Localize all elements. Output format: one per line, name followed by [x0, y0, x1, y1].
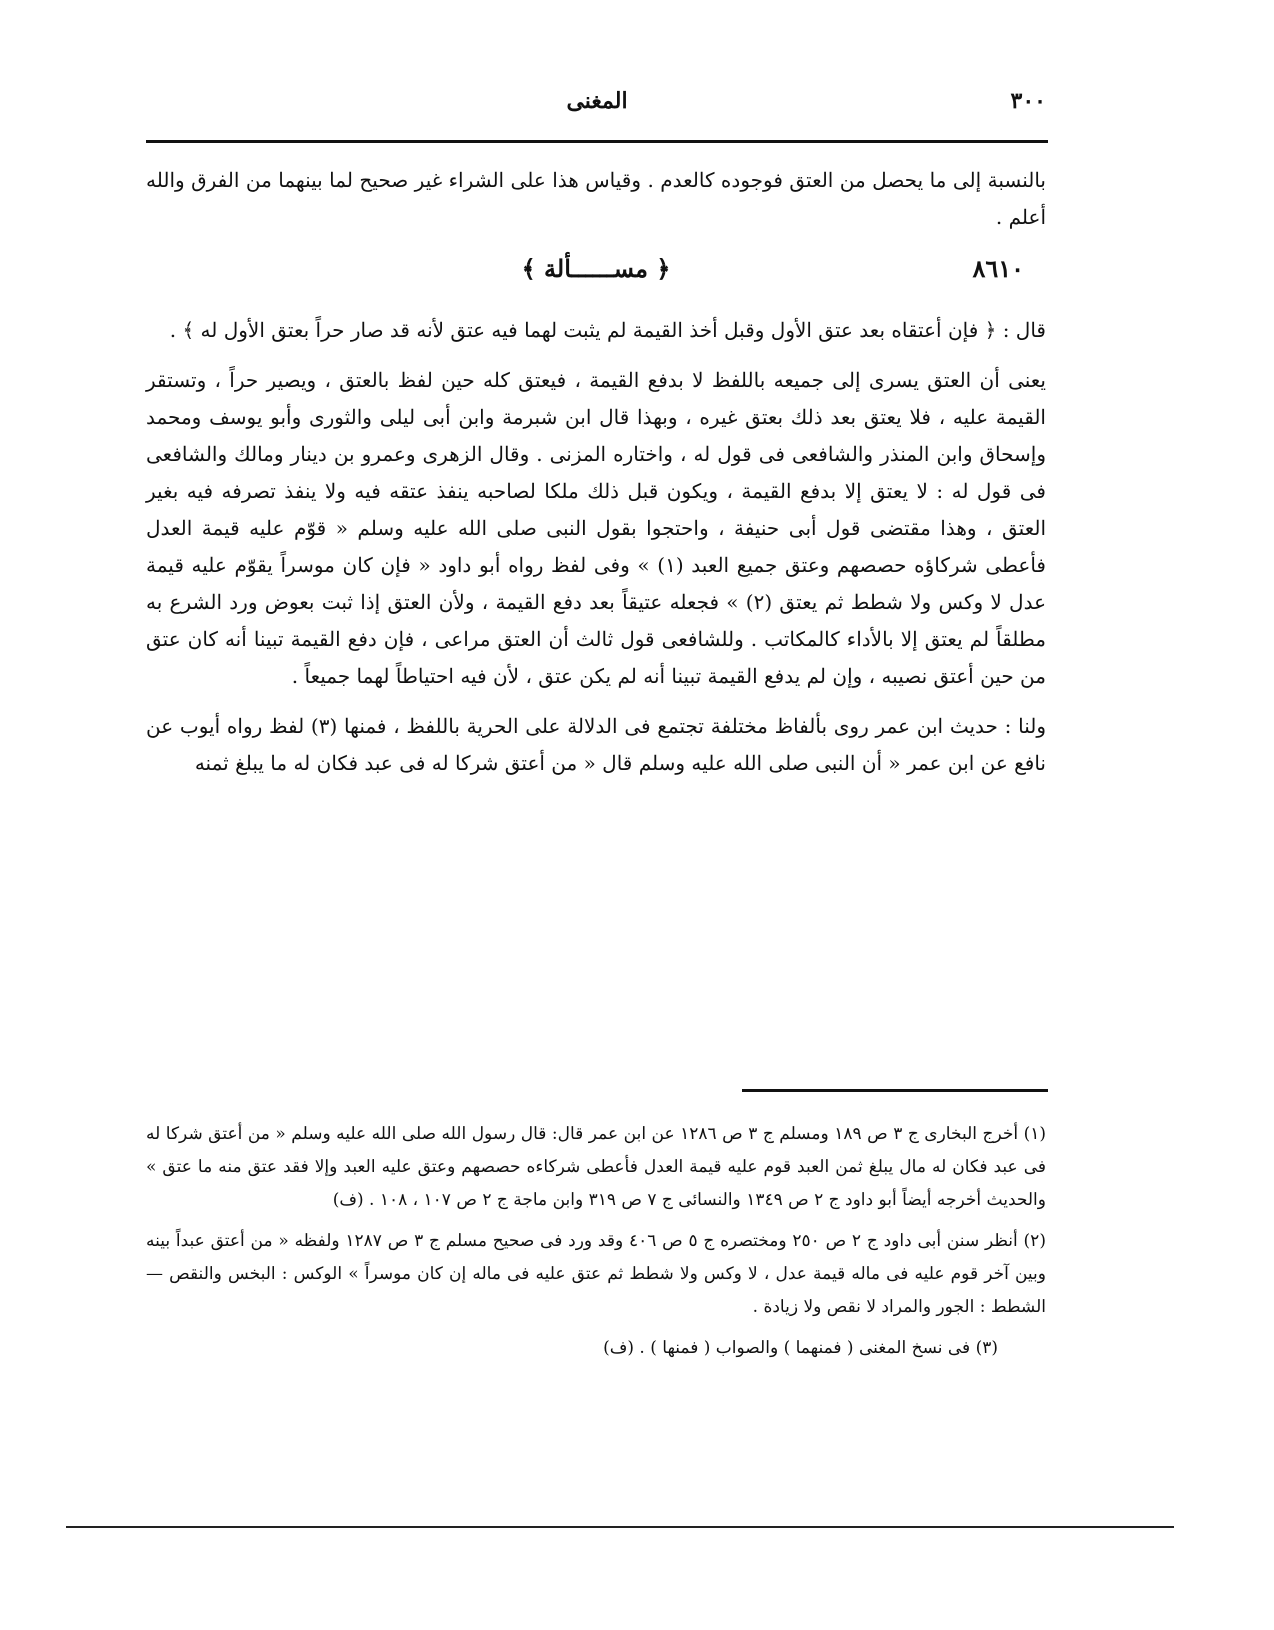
paragraph-3: يعنى أن العتق يسرى إلى جميعه باللفظ لا بدفع القيمة ، فيعتق كله حين لفظ بالعتق ، ويصير حراً ، وتستقر القيمة عليه ، فلا يعتق بعد ذلك بعتق غيره ، وبهذا قال ابن شبرمة وابن أبى ليلى والثورى وأبو يوسف ومحمد وإسحاق وابن المنذر والشافعى فى قول له ، واختاره المزنى . وقال الزهرى وعمرو بن دينار ومالك والشافعى فى قول له : لا يعتق إلا بدفع القيمة ، ويكون قبل ذلك ملكا لصاحبه ينفذ عتقه فيه ولا ينفذ تصرفه فيه بغير العتق ، وهذا مقتضى قول أبى حنيفة ، واحتجوا بقول النبى صلى الله عليه وسلم « قوّم عليه قيمة العدل فأعطى شركاؤه حصصهم وعتق جميع العبد (١) » وفى لفظ رواه أبو داود « فإن كان موسراً يقوّم عليه قيمة عدل لا وكس ولا شطط ثم يعتق (٢) » فجعله عتيقاً بعد دفع القيمة ، ولأن العتق إذا ثبت بعوض ورد الشرع به مطلقاً لم يعتق إلا بالأداء كالمكاتب . وللشافعى قول ثالث أن العتق مراعى ، فإن دفع القيمة تبينا أنه كان عتق من حين أعتق نصيبه ، وإن لم يدفع القيمة تبينا أنه لم يكن عتق ، لأن فيه احتياطاً لهما جميعاً . — [146, 368, 1046, 688]
main-text — [146, 162, 1046, 795]
issue-heading — [146, 250, 1046, 290]
issue-title: ﴿ مســــــألة ﴾ — [521, 254, 671, 283]
footnotes — [146, 1118, 1046, 1373]
issue-number: ٨٦١٠ — [972, 254, 1024, 283]
footnote-2: (٢) أنظر سنن أبى داود ج ٢ ص ٢٥٠ ومختصره ج ٥ ص ٤٠٦ وقد ورد فى صحيح مسلم ج ٣ ص ١٢٨٧ ولفظه « من أعتق عبداً بينه وبين آخر قوم عليه فى ماله قيمة عدل ، لا وكس ولا شطط ثم عتق عليه فى ماله إن كان موسراً » الوكس : البخس والنقص — الشطط : الجور والمراد لا نقص ولا زيادة . — [146, 1231, 1046, 1317]
footnote-rule — [742, 1089, 1048, 1092]
paragraph-1: بالنسبة إلى ما يحصل من العتق فوجوده كالعدم . وقياس هذا على الشراء غير صحيح لما بينهما من الفرق والله أعلم . — [146, 168, 1046, 229]
running-title: المغنى — [566, 88, 628, 114]
bottom-rule — [66, 1526, 1174, 1528]
paragraph-4: ولنا : حديث ابن عمر روى بألفاظ مختلفة تجتمع فى الدلالة على الحرية باللفظ ، فمنها (٣) لفظ رواه أيوب عن نافع عن ابن عمر « أن النبى صلى الله عليه وسلم قال « من أعتق شركا له فى عبد فكان له ما يبلغ ثمنه — [146, 714, 1046, 775]
footnote-1: (١) أخرج البخارى ج ٣ ص ١٨٩ ومسلم ج ٣ ص ١٢٨٦ عن ابن عمر قال: قال رسول الله صلى الله عليه وسلم « من أعتق شركا له فى عبد فكان له مال يبلغ ثمن العبد قوم عليه قيمة العدل فأعطى شركاءه حصصهم وعتق عليه العبد وإلا فقد عتق منه ما عتق » والحديث أخرجه أيضاً أبو داود ج ٢ ص ١٣٤٩ والنسائى ج ٧ ص ٣١٩ وابن ماجة ج ٢ ص ١٠٧ ، ١٠٨ . (ف) — [146, 1124, 1046, 1210]
header-rule — [146, 140, 1048, 143]
page-header — [148, 88, 1046, 128]
footnote-3: (٣) فى نسخ المغنى ( فمنهما ) والصواب ( فمنها ) . (ف) — [603, 1338, 998, 1358]
paragraph-2: قال : ﴿ فإن أعتقاه بعد عتق الأول وقبل أخذ القيمة لم يثبت لهما فيه عتق لأنه قد صار حراً بعتق الأول له ﴾ . — [169, 318, 1046, 342]
page-number: ٣٠٠ — [1010, 88, 1046, 114]
